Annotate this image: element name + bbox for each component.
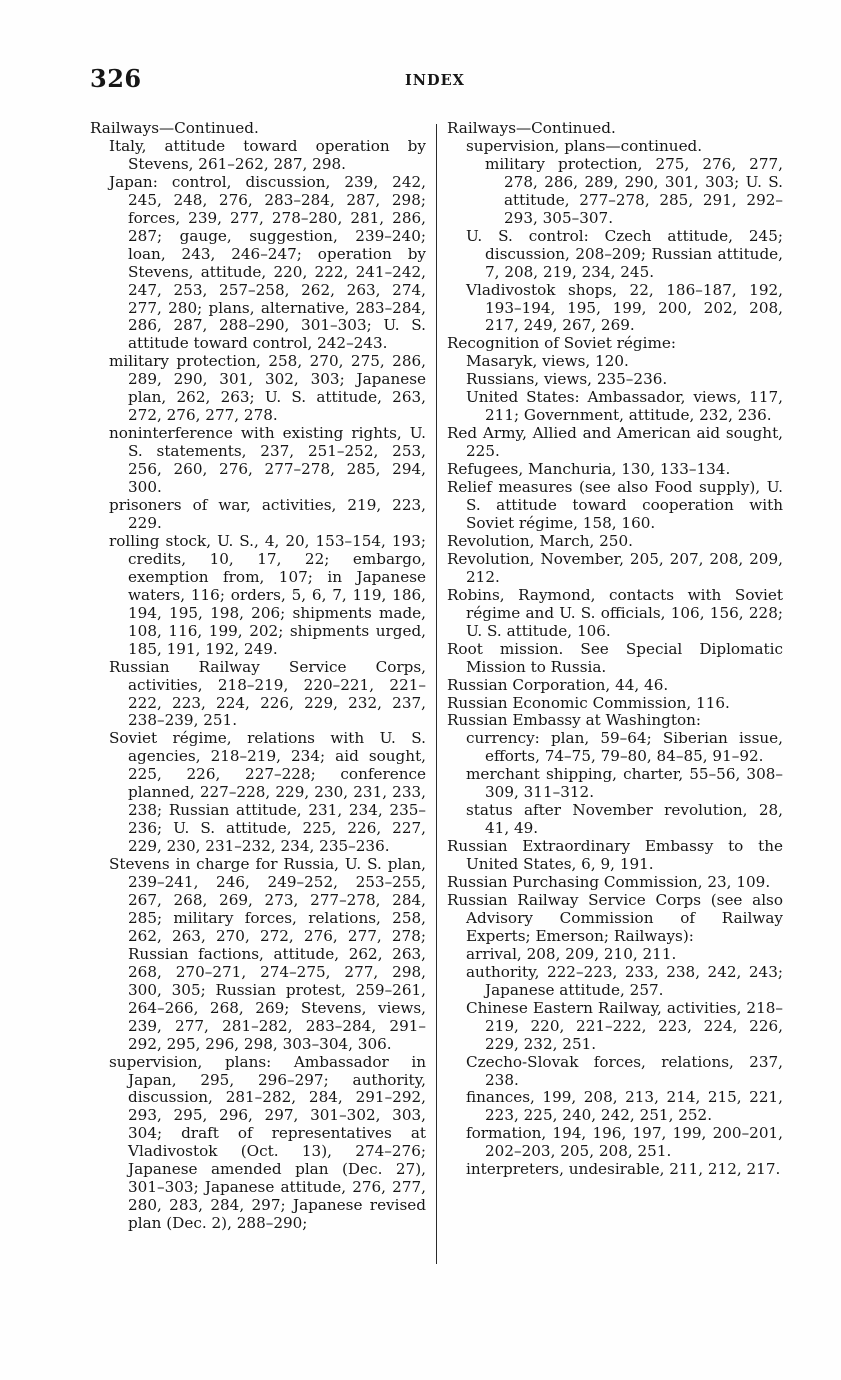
- index-entry: Russian Purchasing Commission, 23, 109.: [447, 873, 771, 892]
- index-entry: Russian Extraordinary Embassy to the United States, 6, 9, 191.: [447, 837, 783, 874]
- index-entry: Stevens in charge for Russia, U. S. plan, 239–241, 246, 249–252, 253–255, 267, 268, 269, 273, 277–278, 284, 285; military forces, relations, 258, 262, 263, 270, 272, 276, 277, 278; Russian factions, attitude, 262, 263, 268, 270–271, 274–275, 277, 298, 300, 305; Russian protest, 259–261, 264–266, 268, 269; Stevens, views, 239, 277, 281–282, 283–284, 291–292, 295, 296, 298, 303–304, 306.: [109, 855, 426, 1053]
- index-entry: interpreters, undesirable, 211, 212, 217.: [466, 1160, 781, 1179]
- index-entry: Russian Embassy at Washington:: [447, 711, 701, 730]
- index-entry: U. S. control: Czech attitude, 245; discussion, 208–209; Russian attitude, 7, 208, 219, 234, 245.: [466, 226, 783, 281]
- index-entry: prisoners of war, activities, 219, 223, 229.: [109, 496, 426, 532]
- index-entry: merchant shipping, charter, 55–56, 308–309, 311–312.: [466, 765, 783, 802]
- index-entry: Russian Corporation, 44, 46.: [447, 675, 669, 694]
- index-entry: Red Army, Allied and American aid sought, 225.: [447, 424, 783, 461]
- index-entry: noninterference with existing rights, U. S. statements, 237, 251–252, 253, 256, 260, 276, 277–278, 285, 294, 300.: [109, 424, 426, 497]
- index-entry: authority, 222–223, 233, 238, 242, 243; Japanese attitude, 257.: [466, 962, 783, 999]
- index-entry: formation, 194, 196, 197, 199, 200–201, 202–203, 205, 208, 251.: [466, 1124, 783, 1161]
- index-entry: Czecho-Slovak forces, relations, 237, 238.: [466, 1052, 783, 1089]
- index-entry: Russian Economic Commission, 116.: [447, 693, 730, 712]
- index-column-right: [447, 120, 783, 1179]
- index-entry: Italy, attitude toward operation by Stevens, 261–262, 287, 298.: [109, 136, 426, 173]
- index-entry: arrival, 208, 209, 210, 211.: [466, 944, 677, 963]
- index-entry: supervision, plans—continued.: [466, 136, 703, 155]
- index-entry: Relief measures (see also Food supply), U. S. attitude toward cooperation with Soviet régime, 158, 160.: [447, 478, 783, 532]
- index-entry: Revolution, November, 205, 207, 208, 209, 212.: [447, 549, 783, 586]
- index-entry: Railways—Continued.: [447, 119, 616, 137]
- index-entry: military protection, 275, 276, 277, 278, 286, 289, 290, 301, 303; U. S. attitude, 277–278, 285, 291, 292–293, 305–307.: [485, 154, 783, 227]
- page-number: 326: [90, 64, 142, 93]
- index-entry: military protection, 258, 270, 275, 286, 289, 290, 301, 302, 303; Japanese plan, 262, 263; U. S. attitude, 263, 272, 276, 277, 278.: [109, 352, 426, 425]
- index-entry: Vladivostok shops, 22, 186–187, 192, 193–194, 195, 199, 200, 202, 208, 217, 249, 267, 269.: [466, 280, 783, 335]
- index-entry: Robins, Raymond, contacts with Soviet régime and U. S. officials, 106, 156, 228; U. S. attitude, 106.: [447, 585, 783, 640]
- index-entry: Chinese Eastern Railway, activities, 218–219, 220, 221–222, 223, 224, 226, 229, 232, 251.: [466, 998, 783, 1053]
- running-head: INDEX: [405, 72, 465, 89]
- column-divider: [436, 124, 437, 1264]
- index-entry: Root mission. See Special Diplomatic Mission to Russia.: [447, 639, 783, 676]
- index-entry: Russians, views, 235–236.: [466, 370, 668, 389]
- index-entry: rolling stock, U. S., 4, 20, 153–154, 193; credits, 10, 17, 22; embargo, exemption from, 107; in Japanese waters, 116; orders, 5, 6, 7, 119, 186, 194, 195, 198, 206; shipments made, 108, 116, 199, 202; shipments urged, 185, 191, 192, 249.: [109, 531, 426, 658]
- index-entry: status after November revolution, 28, 41, 49.: [466, 801, 783, 838]
- index-entry: Recognition of Soviet régime:: [447, 334, 676, 353]
- index-entry: Refugees, Manchuria, 130, 133–134.: [447, 460, 731, 479]
- index-column-left: [90, 120, 426, 1233]
- index-entry: Revolution, March, 250.: [447, 531, 633, 550]
- index-entry: Russian Railway Service Corps (see also Advisory Commission of Railway Experts; Emerson; Railways):: [447, 890, 783, 945]
- index-entry: finances, 199, 208, 213, 214, 215, 221, 223, 225, 240, 242, 251, 252.: [466, 1088, 783, 1125]
- index-entry: Soviet régime, relations with U. S. agencies, 218–219, 234; aid sought, 225, 226, 227–228; conference planned, 227–228, 229, 230, 231, 233, 238; Russian attitude, 231, 234, 235–236; U. S. attitude, 225, 226, 227, 229, 230, 231–232, 234, 235–236.: [109, 729, 426, 856]
- index-entry: United States: Ambassador, views, 117, 211; Government, attitude, 232, 236.: [466, 388, 783, 425]
- index-entry: currency: plan, 59–64; Siberian issue, efforts, 74–75, 79–80, 84–85, 91–92.: [466, 729, 783, 766]
- index-entry: Japan: control, discussion, 239, 242, 245, 248, 276, 283–284, 287, 298; forces, 239, 277, 278–280, 281, 286, 287; gauge, suggestion, 239–240; loan, 243, 246–247; operation by Stevens, attitude, 220, 222, 241–242, 247, 253, 257–258, 262, 263, 274, 277, 280; plans, alternative, 283–284, 286, 287, 288–290, 301–303; U. S. attitude toward control, 242–243.: [109, 172, 426, 353]
- index-entry: Masaryk, views, 120.: [466, 352, 629, 371]
- index-entry: Russian Railway Service Corps, activities, 218–219, 220–221, 221–222, 223, 224, 226, 229, 232, 237, 238–239, 251.: [109, 657, 426, 730]
- index-entry: Railways—Continued.: [90, 119, 259, 137]
- index-entry: supervision, plans: Ambassador in Japan, 295, 296–297; authority, discussion, 281–282, 284, 291–292, 293, 295, 296, 297, 301–302, 303, 304; draft of representatives at Vladivostok (Oct. 13), 274–276; Japanese amended plan (Dec. 27), 301–303; Japanese attitude, 276, 277, 280, 283, 284, 297; Japanese revised plan (Dec. 2), 288–290;: [109, 1052, 426, 1233]
